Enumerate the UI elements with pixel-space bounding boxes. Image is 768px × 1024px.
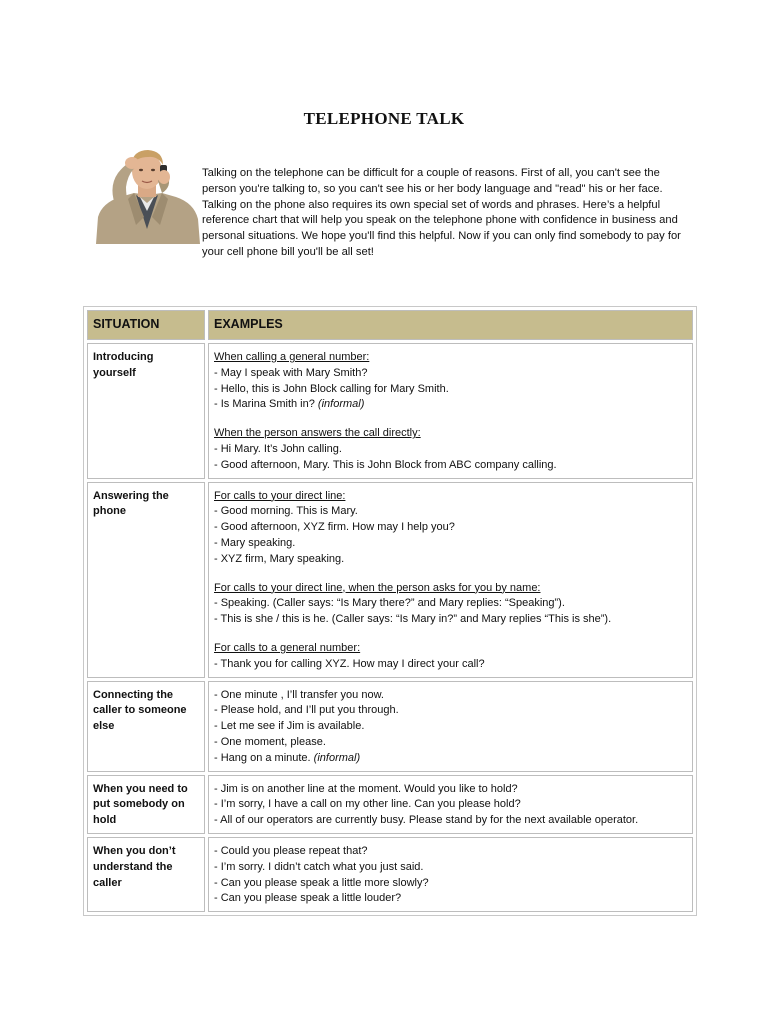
example-group-heading: When the person answers the call directly: xyxy=(214,427,421,440)
situation-cell: Connecting the caller to someone else xyxy=(87,681,205,772)
example-phrase-text: - Mary speaking. xyxy=(214,536,296,549)
example-phrase-text: - Good afternoon, XYZ firm. How may I help you? xyxy=(214,521,455,534)
example-phrase-text: - Jim is on another line at the moment. Would you like to hold? xyxy=(214,782,518,795)
example-group xyxy=(214,581,687,628)
example-phrase-text: - Is Marina Smith in? xyxy=(214,398,318,411)
example-phrase-text: - XYZ firm, Mary speaking. xyxy=(214,552,345,565)
example-phrase-text: - Could you please repeat that? xyxy=(214,844,368,857)
intro-paragraph: Talking on the telephone can be difficult for a couple of reasons. First of all, you can't see the person you're talking to, so you can't see his or her body language and "read" his or her face. Talking on the phone also requires its own special set of words and phrases. Here’s a helpful reference chart that will help you speak on the telephone phone with confidence in business and personal situations. We hope you'll find this helpful. Now if you can only find somebody to pay for your cell phone bill you'll be all set! xyxy=(202,167,681,258)
example-group xyxy=(214,844,687,907)
table-row xyxy=(87,837,693,912)
example-phrase-text: - Let me see if Jim is available. xyxy=(214,720,365,733)
example-phrase xyxy=(214,596,687,612)
situation-cell: Answering the phone xyxy=(87,482,205,678)
example-group-heading: For calls to a general number: xyxy=(214,641,361,654)
example-phrase-text: - Hang on a minute. xyxy=(214,751,314,764)
situation-cell: When you don’t understand the caller xyxy=(87,837,205,912)
table-row xyxy=(87,775,693,834)
example-phrase-text: - One minute , I’ll transfer you now. xyxy=(214,688,384,701)
example-phrase xyxy=(214,782,687,798)
example-phrase xyxy=(214,366,687,382)
example-phrase-text: - Speaking. (Caller says: “Is Mary there?” and Mary replies: “Speaking”). xyxy=(214,597,565,610)
examples-cell xyxy=(208,482,693,678)
table-row xyxy=(87,482,693,678)
example-group xyxy=(214,489,687,568)
example-phrase-text: - I’m sorry. I didn’t catch what you just said. xyxy=(214,860,424,873)
example-phrase xyxy=(214,703,687,719)
example-phrase-text: - All of our operators are currently busy. Please stand by for the next available operator. xyxy=(214,814,639,827)
example-phrase-text: - Good afternoon, Mary. This is John Block from ABC company calling. xyxy=(214,458,557,471)
column-header-examples: EXAMPLES xyxy=(208,310,693,340)
informal-tag: (informal) xyxy=(313,751,361,764)
example-phrase xyxy=(214,891,687,907)
example-phrase xyxy=(214,797,687,813)
example-phrase xyxy=(214,536,687,552)
example-phrase xyxy=(214,844,687,860)
example-phrase-text: - Hello, this is John Block calling for Mary Smith. xyxy=(214,382,449,395)
example-phrase-text: - Hi Mary. It’s John calling. xyxy=(214,442,342,455)
example-group xyxy=(214,688,687,767)
example-phrase xyxy=(214,735,687,751)
examples-cell xyxy=(208,343,693,479)
example-phrase-text: - Good morning. This is Mary. xyxy=(214,505,358,518)
example-phrase xyxy=(214,442,687,458)
informal-tag: (informal) xyxy=(317,398,365,411)
example-phrase-text: - May I speak with Mary Smith? xyxy=(214,366,368,379)
example-phrase xyxy=(214,382,687,398)
example-phrase xyxy=(214,552,687,568)
example-group-heading: For calls to your direct line, when the person asks for you by name: xyxy=(214,581,541,594)
table-body xyxy=(87,343,693,912)
example-phrase xyxy=(214,719,687,735)
example-phrase-text: - This is she / this is he. (Caller says: “Is Mary in?” and Mary replies “This is she”). xyxy=(214,613,612,626)
reference-chart-table xyxy=(83,306,697,916)
example-phrase-text: - Please hold, and I’ll put you through. xyxy=(214,704,399,717)
examples-cell xyxy=(208,775,693,834)
example-group xyxy=(214,782,687,829)
situation-cell: When you need to put somebody on hold xyxy=(87,775,205,834)
example-group xyxy=(214,350,687,413)
example-phrase-text: - Thank you for calling XYZ. How may I direct your call? xyxy=(214,657,485,670)
situation-cell: Introducing yourself xyxy=(87,343,205,479)
table-header-row xyxy=(87,310,693,340)
column-header-situation: SITUATION xyxy=(87,310,205,340)
table-row xyxy=(87,343,693,479)
example-phrase xyxy=(214,504,687,520)
example-phrase xyxy=(214,751,687,767)
example-phrase xyxy=(214,612,687,628)
example-phrase-text: - Can you please speak a little louder? xyxy=(214,892,402,905)
examples-cell xyxy=(208,681,693,772)
example-phrase xyxy=(214,397,687,413)
table-row xyxy=(87,681,693,772)
example-phrase-text: - Can you please speak a little more slowly? xyxy=(214,876,429,889)
example-group xyxy=(214,426,687,473)
example-phrase-text: - I’m sorry, I have a call on my other line. Can you please hold? xyxy=(214,798,521,811)
businessman-on-phone-image xyxy=(90,147,202,244)
example-phrase xyxy=(214,520,687,536)
example-phrase xyxy=(214,876,687,892)
example-phrase xyxy=(214,860,687,876)
example-phrase xyxy=(214,813,687,829)
examples-cell xyxy=(208,837,693,912)
example-phrase-text: - One moment, please. xyxy=(214,735,326,748)
example-phrase xyxy=(214,657,687,673)
page-title: TELEPHONE TALK xyxy=(303,109,465,128)
example-phrase xyxy=(214,458,687,474)
example-group xyxy=(214,641,687,673)
example-group-heading: For calls to your direct line: xyxy=(214,489,346,502)
example-group-heading: When calling a general number: xyxy=(214,351,370,363)
example-phrase xyxy=(214,688,687,704)
